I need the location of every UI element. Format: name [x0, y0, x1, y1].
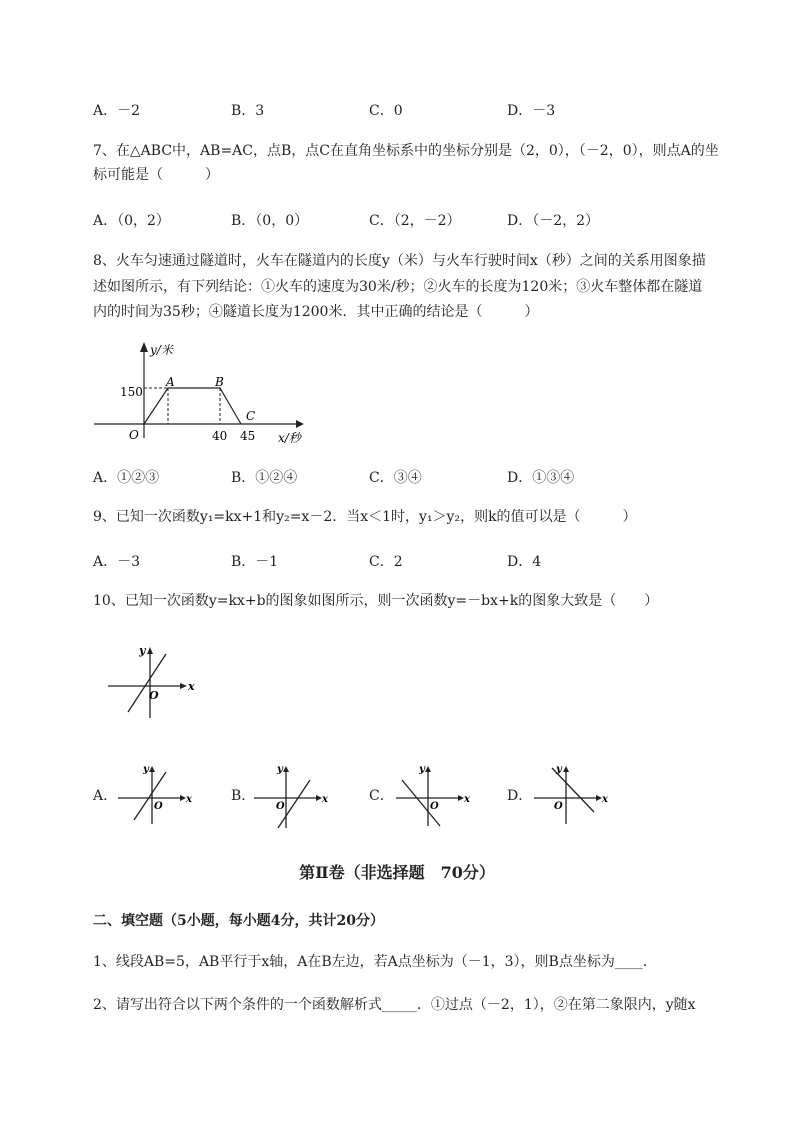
q9-stem: 9、已知一次函数y₁=kx+1和y₂=x－2．当x＜1时，y₁＞y₂，则k的值可以是（ ） [93, 509, 637, 525]
q8-x-label: x/秒 [278, 431, 301, 445]
q10-option-b: B． [231, 788, 256, 804]
q10-b-y: y [277, 764, 283, 775]
q8-option-a: A．①②③ [93, 470, 160, 486]
q8-label-40: 40 [212, 429, 228, 443]
q10-c-y: y [419, 764, 425, 775]
q8-origin: O [129, 428, 139, 442]
q8-option-b: B．①②④ [231, 470, 298, 486]
q10-a-y: y [143, 764, 149, 775]
section2-heading: 二、填空题（5小题，每小题4分，共计20分） [93, 913, 384, 929]
q8-stem-line2: 述如图所示，有下列结论：①火车的速度为30米/秒；②火车的长度为120米；③火车整体都在隧道 [93, 279, 703, 295]
q8-point-a: A [166, 375, 175, 389]
fill-q1: 1、线段AB=5，AB平行于x轴，A在B左边，若A点坐标为（－1，3），则B点坐标为____． [93, 954, 657, 970]
q10-option-a: A． [93, 788, 118, 804]
q10-option-c: C． [369, 788, 394, 804]
q10-d-y: y [556, 764, 562, 775]
q8-label-150: 150 [120, 385, 143, 399]
q8-graph [90, 338, 320, 450]
q8-stem-line1: 8、火车匀速通过隧道时，火车在隧道内的长度y（米）与火车行驶时间x（秒）之间的关系用图象描 [93, 253, 706, 269]
q10-given-x: x [188, 680, 195, 693]
q10-a-o: O [154, 801, 163, 812]
q7-option-d: D．（－2，2） [507, 213, 600, 229]
q10-c-x: x [464, 794, 470, 805]
q10-d-x: x [602, 794, 608, 805]
q10-stem: 10、已知一次函数y=kx+b的图象如图所示，则一次函数y=－bx+k的图象大致是（ ） [93, 593, 659, 609]
fill-q2: 2、请写出符合以下两个条件的一个函数解析式_____．①过点（－2，1），②在第二象限内，y随x [93, 997, 696, 1013]
q7-option-b: B．（0，0） [231, 213, 309, 229]
q10-option-c-graph [394, 762, 474, 828]
q10-b-o: O [276, 801, 285, 812]
q10-option-d: D． [507, 788, 533, 804]
q10-option-d-graph [532, 762, 612, 826]
q10-option-a-graph [116, 762, 196, 826]
q8-option-c: C．③④ [369, 470, 422, 486]
q10-c-o: O [430, 801, 439, 812]
q9-option-a: A．－3 [93, 554, 141, 570]
q8-label-45: 45 [240, 429, 256, 443]
q8-stem-line3: 内的时间为35秒；④隧道长度为1200米．其中正确的结论是（ ） [93, 304, 539, 320]
q10-d-o: O [554, 801, 563, 812]
q9-option-b: B．－1 [231, 554, 279, 570]
q10-a-x: x [186, 794, 192, 805]
q8-option-d: D．①③④ [507, 470, 575, 486]
q8-point-c: C [246, 409, 256, 423]
q9-option-d: D．4 [507, 554, 542, 570]
q10-given-o: O [149, 689, 159, 702]
q6-option-a: A．－2 [93, 103, 141, 119]
q8-y-label: y/米 [150, 343, 173, 357]
q10-given-graph [106, 642, 196, 720]
q7-stem-line1: 7、在△ABC中，AB=AC，点B，点C在直角坐标系中的坐标分别是（2，0），（－2，0），则点A的坐 [93, 143, 719, 159]
q6-option-d: D．－3 [507, 103, 556, 119]
q10-given-y: y [139, 644, 146, 657]
q6-option-c: C．0 [369, 103, 403, 119]
q10-option-b-graph [252, 762, 332, 830]
q8-point-b: B [215, 375, 224, 389]
q7-stem-line2: 标可能是（ ） [93, 167, 219, 183]
q10-b-x: x [322, 794, 328, 805]
q6-option-b: B．3 [231, 103, 265, 119]
q7-option-a: A．（0，2） [93, 213, 170, 229]
part2-title: 第Ⅱ卷（非选择题 70分） [299, 863, 495, 882]
q9-option-c: C．2 [369, 554, 403, 570]
q7-option-c: C．（2，－2） [369, 213, 461, 229]
